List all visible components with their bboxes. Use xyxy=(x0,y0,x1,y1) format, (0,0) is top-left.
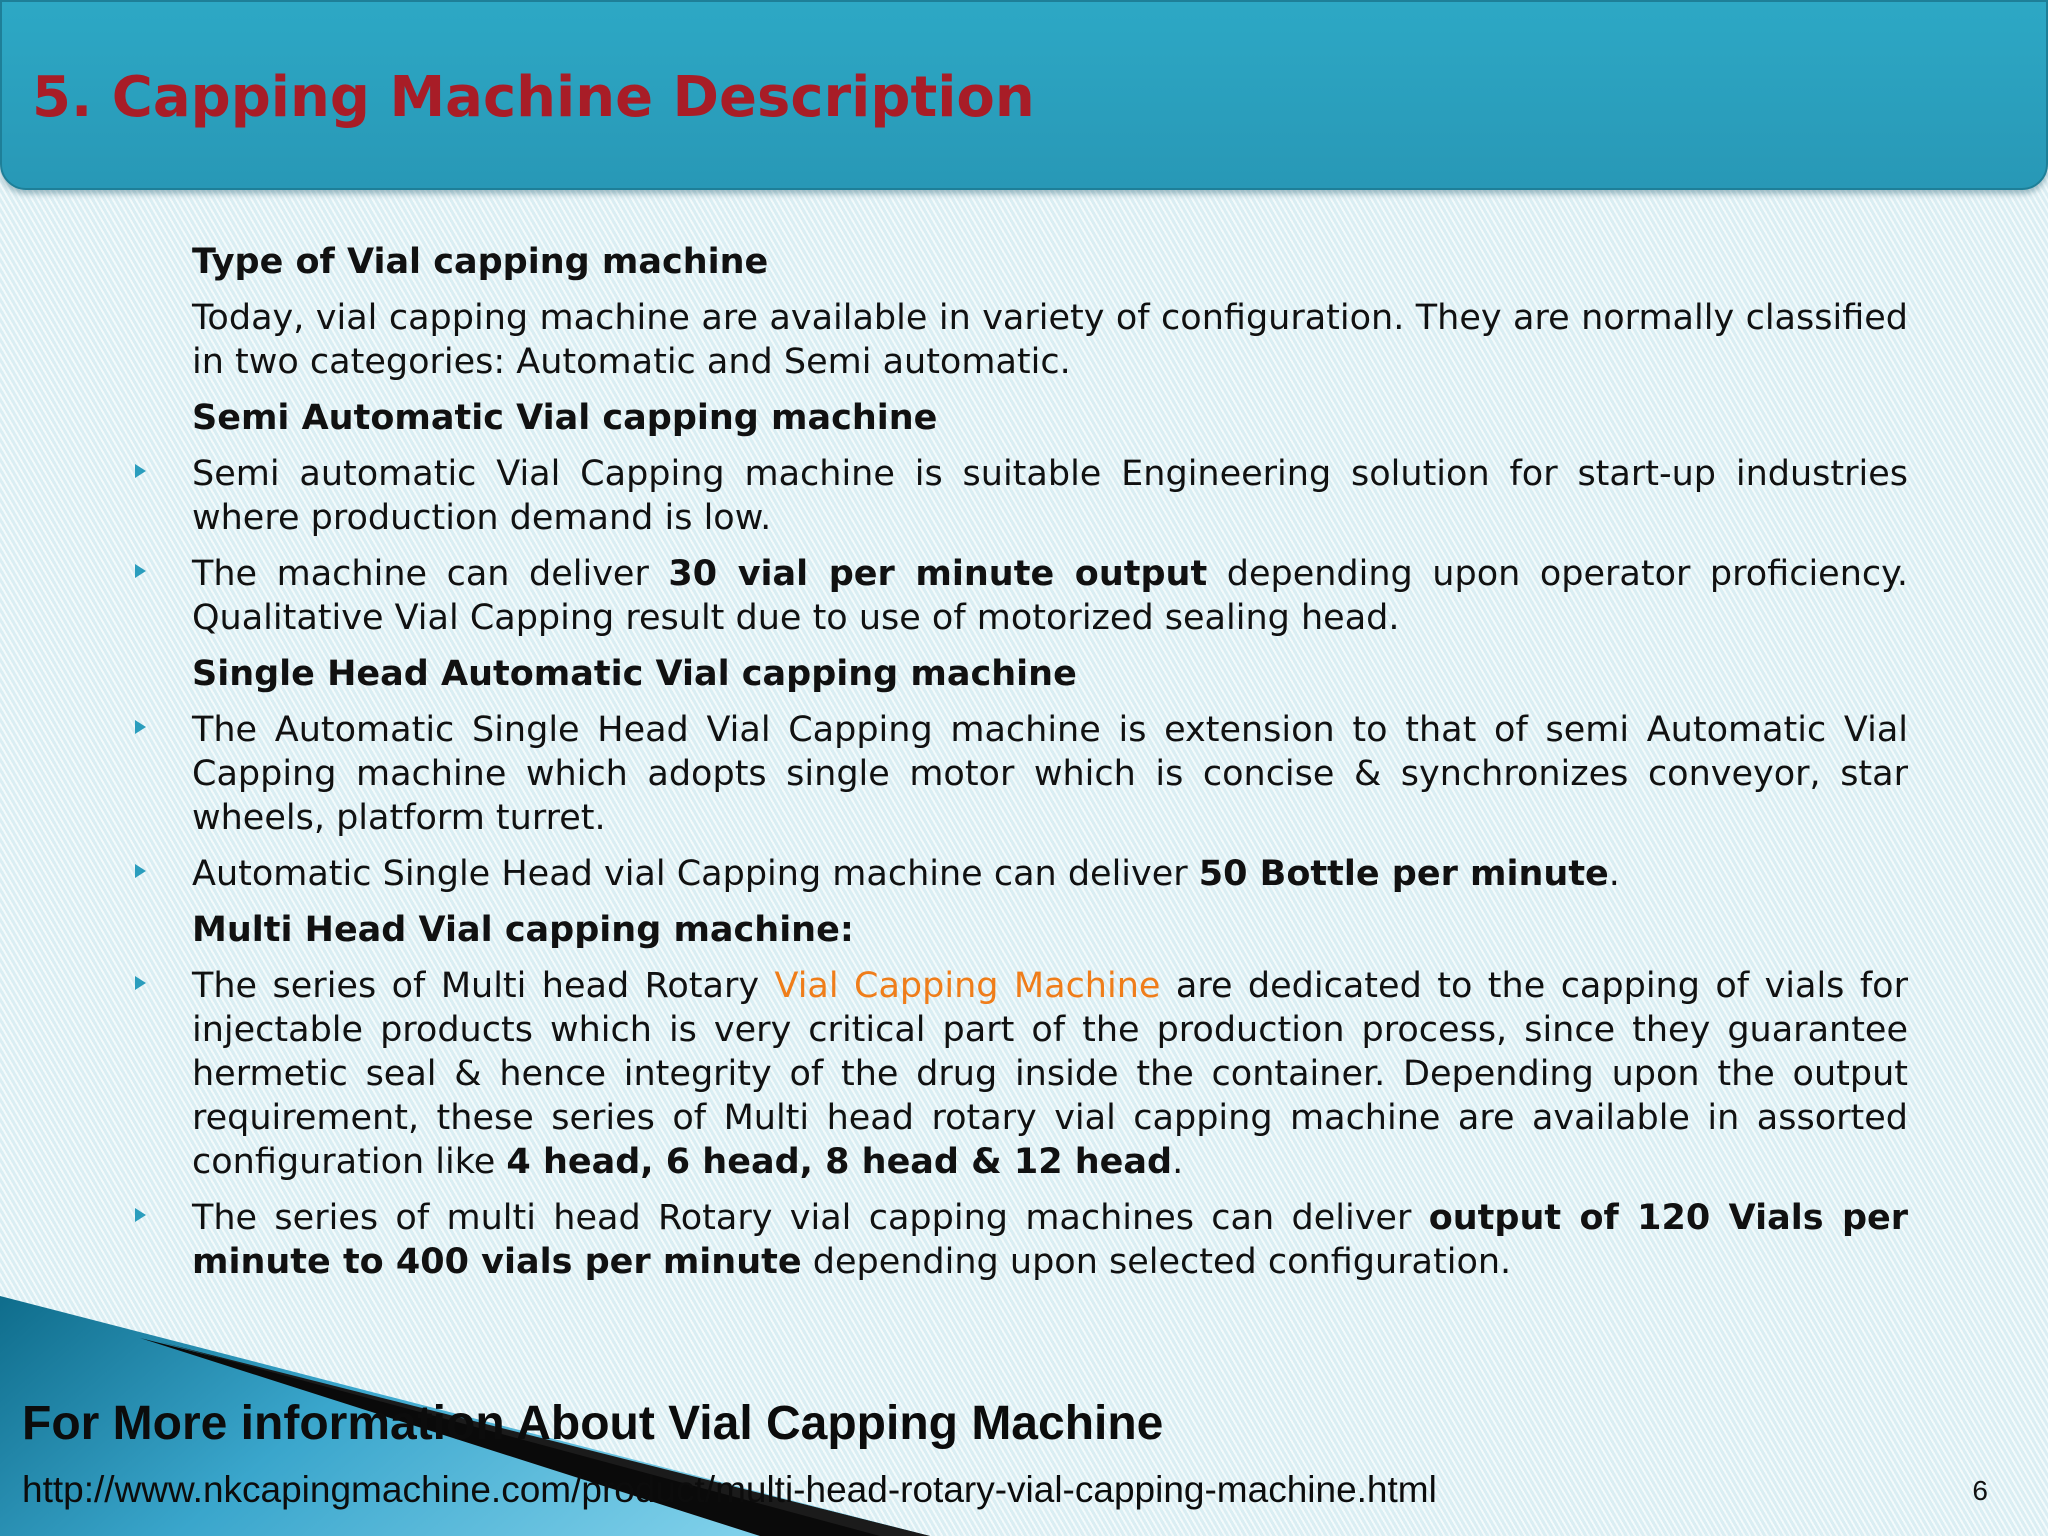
bullet-bold-text: 50 Bottle per minute xyxy=(1198,854,1609,894)
slide-title: 5. Capping Machine Description xyxy=(32,65,1035,130)
bullet-arrow-icon xyxy=(135,864,146,878)
bullet-text: Semi automatic Vial Capping machine is suitable Engineering solution for start-up industries where production demand is low. xyxy=(192,454,1908,538)
bullet-bold-text: 30 vial per minute output xyxy=(668,554,1208,594)
slide-content xyxy=(0,240,2048,1296)
bullet-text: . xyxy=(1172,1142,1184,1182)
bullet-arrow-icon xyxy=(135,564,146,578)
vial-capping-machine-link[interactable]: Vial Capping Machine xyxy=(774,966,1161,1006)
bullet-text: are dedicated to the capping of vials for injectable products which is very critical part of the production process, since they guarantee hermetic seal & hence integrity of the drug inside the container. Depending upon the output requirement, these series of Multi head rotary vial capping machine are available in assorted configuration like xyxy=(192,966,1908,1182)
bullet-text: The machine can deliver xyxy=(192,554,669,594)
type-intro-paragraph: Today, vial capping machine are available in variety of configuration. They are normally classified in two categories: Automatic and Semi automatic. xyxy=(192,298,1908,382)
bullet-bold-text: 4 head, 6 head, 8 head & 12 head xyxy=(506,1142,1173,1182)
bullet-semi-2 xyxy=(0,552,1908,640)
bullet-arrow-icon xyxy=(135,976,146,990)
bullet-bold-text: output of 120 Vials per minute to 400 vials per minute xyxy=(192,1198,1908,1282)
section-heading-type: Type of Vial capping machine xyxy=(192,242,769,282)
bullet-single-1 xyxy=(0,708,1908,840)
bullet-single-2 xyxy=(0,852,1908,896)
footer-url-link[interactable]: http://www.nkcapingmachine.com/product/multi-head-rotary-vial-capping-machine.html xyxy=(22,1469,1437,1510)
bullet-text: The series of multi head Rotary vial capping machines can deliver xyxy=(192,1198,1429,1238)
bullet-arrow-icon xyxy=(135,464,146,478)
title-bar xyxy=(0,0,2048,190)
bullet-text: depending upon selected configuration. xyxy=(801,1242,1512,1282)
bullet-text: Automatic Single Head vial Capping machine can deliver xyxy=(192,854,1199,894)
footer-title: For More information About Vial Capping Machine xyxy=(22,1397,1164,1450)
section-heading-multi-head: Multi Head Vial capping machine: xyxy=(192,910,854,950)
bullet-text: The Automatic Single Head Vial Capping machine is extension to that of semi Automatic Vial Capping machine which adopts single motor which is concise & synchronizes conveyor, star wheels, platform turret. xyxy=(192,710,1908,838)
bullet-text: depending upon operator proficiency. Qualitative Vial Capping result due to use of motorized sealing head. xyxy=(192,554,1908,638)
page-number: 6 xyxy=(1972,1475,1988,1506)
bullet-text: . xyxy=(1608,854,1620,894)
bullet-arrow-icon xyxy=(135,720,146,734)
section-heading-semi-automatic: Semi Automatic Vial capping machine xyxy=(192,398,938,438)
bullet-semi-1 xyxy=(0,452,1908,540)
bullet-arrow-icon xyxy=(135,1208,146,1222)
bullet-multi-1 xyxy=(0,964,1908,1184)
bullet-text: The series of Multi head Rotary xyxy=(192,966,775,1006)
section-heading-single-head: Single Head Automatic Vial capping machine xyxy=(192,654,1077,694)
bullet-multi-2 xyxy=(0,1196,1908,1284)
